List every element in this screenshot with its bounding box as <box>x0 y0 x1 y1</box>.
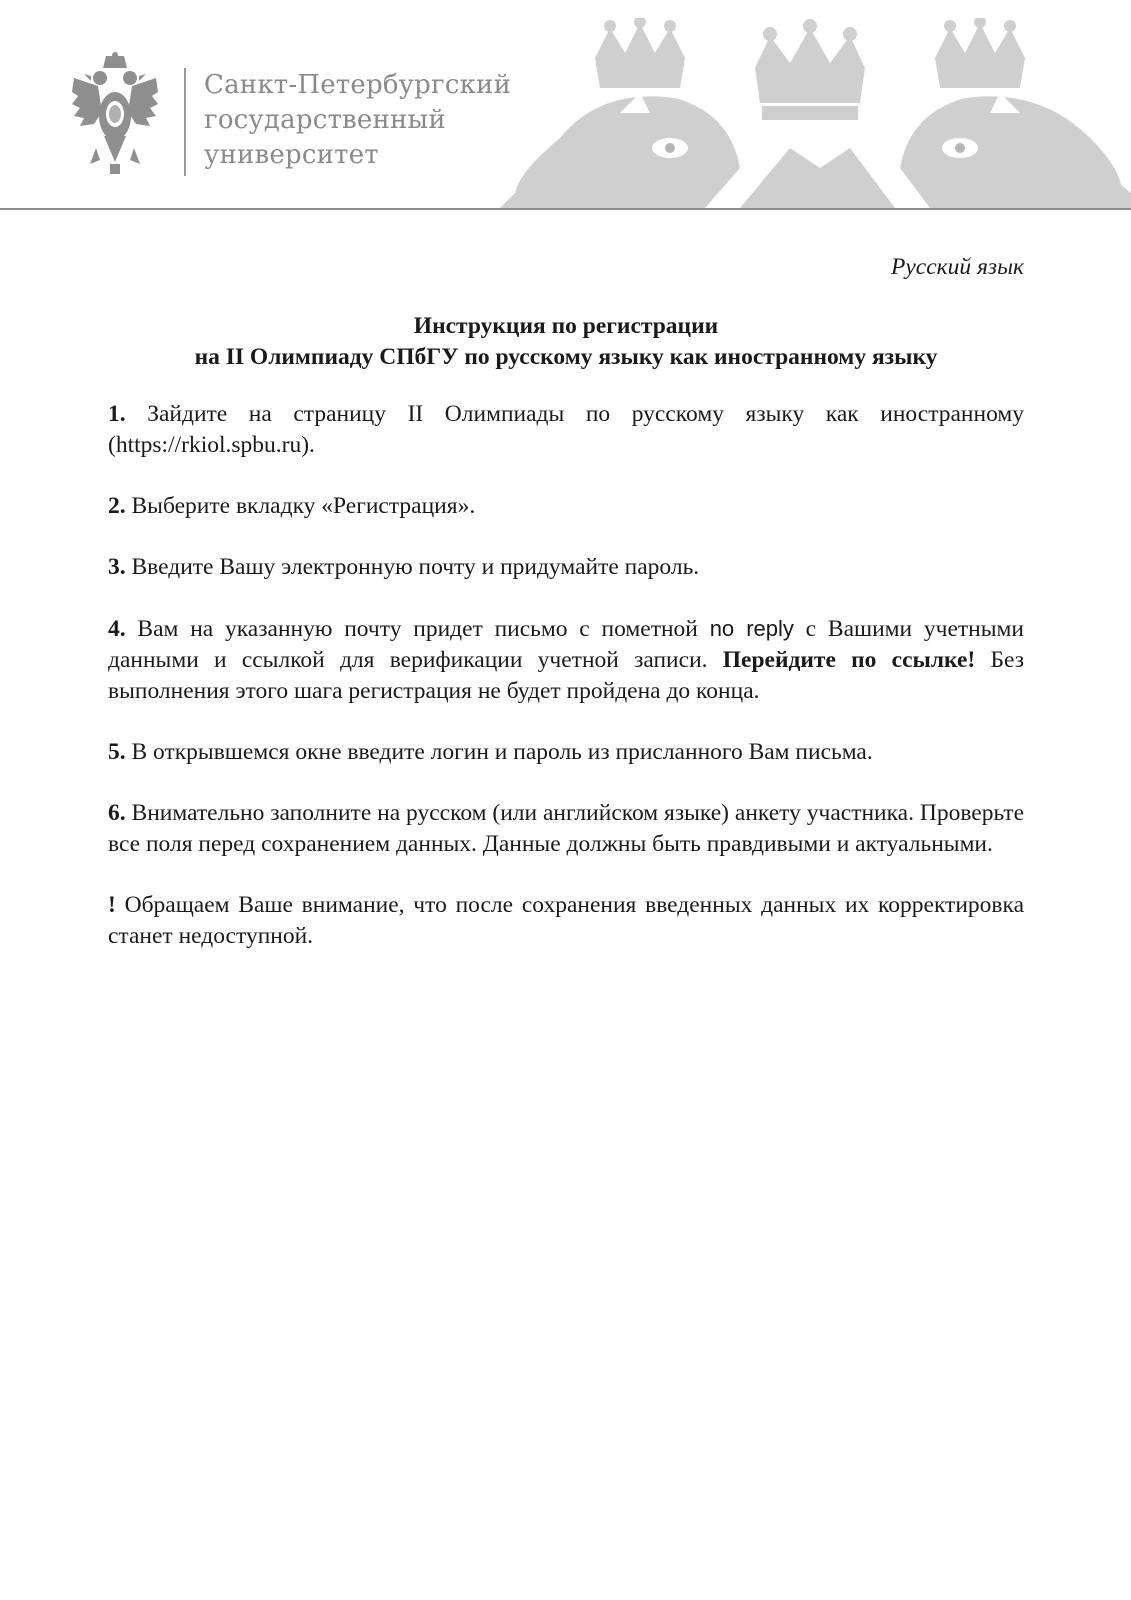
university-emblem-icon <box>70 52 160 178</box>
crowned-ornament-icon <box>500 18 1131 208</box>
step-number: 3. <box>108 554 126 580</box>
step-number: 2. <box>108 493 126 519</box>
step-emphasis: Перейдите по ссылке! <box>722 647 976 673</box>
note-text: Обращаем Ваше внимание, что после сохранения введенных данных их корректировка станет недоступной. <box>108 892 1024 949</box>
step-3 <box>108 552 1024 583</box>
step-text: Внимательно заполните на русском (или английском языке) анкету участника. Проверьте все поля перед сохранением данных. Данные должны быть правдивыми и актуальными. <box>108 800 1025 857</box>
step-4 <box>108 613 1024 707</box>
step-text: Без выполнения этого шага регистрация не будет пройдена до конца. <box>108 647 1024 704</box>
step-number: 4. <box>108 616 126 642</box>
header-divider <box>184 68 186 176</box>
page-header <box>0 0 1131 212</box>
document-title <box>108 311 1024 373</box>
university-name-line-2: государственный <box>204 105 446 135</box>
step-text: с Вашими учетными данными и ссылкой для верификации учетной записи. <box>108 616 1024 673</box>
step-text: Выберите вкладку «Регистрация». <box>131 493 476 519</box>
attention-note <box>108 890 1024 952</box>
step-5 <box>108 737 1024 768</box>
step-text: Вам на указанную почту придет письмо с пометной <box>137 616 710 642</box>
step-2 <box>108 491 1024 522</box>
university-name-line-3: университет <box>204 140 379 170</box>
title-line-2: на II Олимпиаду СПбГУ по русскому языку как иностранному языку <box>194 344 938 370</box>
university-name <box>204 68 511 173</box>
header-rule <box>0 208 1131 210</box>
step-number: 6. <box>108 800 126 826</box>
step-1 <box>108 399 1024 461</box>
step-text: В открывшемся окне введите логин и пароль из присланного Вам письма. <box>131 739 873 765</box>
title-line-1: Инструкция по регистрации <box>413 313 719 339</box>
university-name-line-1: Санкт-Петербургский <box>204 70 512 100</box>
step-number: 1. <box>108 401 126 427</box>
step-6 <box>108 798 1024 860</box>
step-number: 5. <box>108 739 126 765</box>
note-mark: ! <box>108 892 116 918</box>
no-reply-label: no reply <box>709 616 794 641</box>
step-text: Введите Вашу электронную почту и придумайте пароль. <box>131 554 700 580</box>
document-body <box>108 252 1024 982</box>
language-label: Русский язык <box>890 254 1024 280</box>
step-text: Зайдите на страницу II Олимпиады по русскому языку как иностранному (https://rkiol.spbu.ru). <box>108 401 1025 458</box>
